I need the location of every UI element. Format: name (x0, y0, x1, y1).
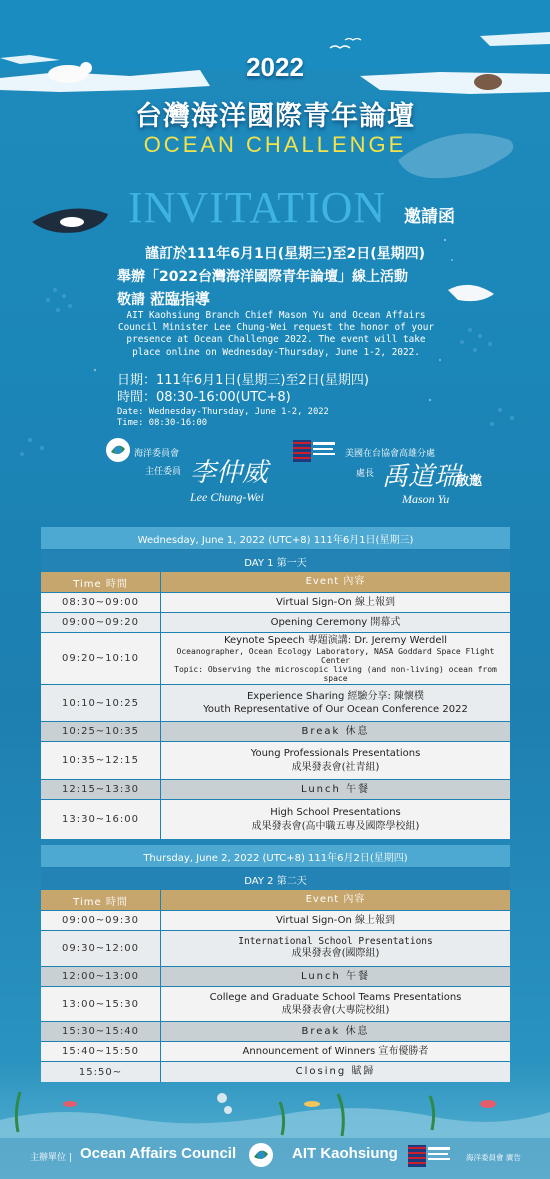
row-time: 13:30~16:00 (41, 800, 161, 839)
day1-day-bar: DAY 1 第一天 (41, 549, 510, 572)
day2-schedule-table (41, 845, 510, 1082)
row-event: High School Presentations (270, 807, 401, 818)
row-event: Virtual Sign-On 線上報到 (276, 596, 395, 608)
table-row (41, 987, 510, 1022)
row-time: 09:20~10:10 (41, 633, 161, 684)
row-event: Opening Ceremony 開幕式 (270, 616, 401, 628)
table-row (41, 967, 510, 987)
table-row (41, 613, 510, 633)
table-row (41, 593, 510, 613)
event-year: 2022 (246, 52, 304, 82)
row-event-detail: 成果發表會(高中職五專及國際學校組) (251, 820, 420, 832)
table-row (41, 742, 510, 780)
row-event-detail: Oceanographer, Ocean Ecology Laboratory, NASA Goddard Space Flight Center (176, 647, 495, 666)
row-event: Lunch 午餐 (300, 970, 371, 982)
ait-footer-logo-icon (408, 1145, 452, 1167)
day1-date-bar: Wednesday, June 1, 2022 (UTC+8) 111年6月1日(星期三) (41, 527, 510, 549)
col-time-header: Time 時間 (41, 890, 161, 910)
table-row (41, 1042, 510, 1062)
row-time: 09:30~12:00 (41, 931, 161, 966)
time-zh: 時間：08:30-16:00(UTC+8) (117, 390, 291, 405)
event-title-zh: 台灣海洋國際青年論壇 (135, 101, 415, 132)
day2-day-bar: DAY 2 第二天 (41, 867, 510, 890)
intro-line-2: 舉辦「2022台灣海洋國際青年論壇」線上活動 (117, 269, 408, 285)
table-row (41, 931, 510, 967)
day2-header-row (41, 890, 510, 911)
row-event-detail: 成果發表會(國際組) (291, 948, 380, 960)
intro-line-3 (117, 288, 210, 309)
col-event-header: Event 內容 (161, 572, 510, 592)
row-event: Lunch 午餐 (300, 783, 371, 795)
row-time: 13:00~15:30 (41, 987, 161, 1021)
right-signature-en: Mason Yu (402, 492, 450, 506)
row-event-detail: 成果發表會(社青組) (291, 761, 380, 773)
table-row (41, 800, 510, 839)
table-row (41, 1062, 510, 1082)
table-row (41, 722, 510, 742)
row-time: 10:10~10:25 (41, 685, 161, 721)
row-event: Announcement of Winners 宣布優勝者 (242, 1045, 429, 1057)
table-row (41, 911, 510, 931)
left-role: 主任委員 (145, 467, 182, 477)
intro-line-3-emphasis: 蒞臨指導 (149, 290, 210, 308)
row-time: 09:00~09:20 (41, 613, 161, 632)
day1-schedule-table (41, 527, 510, 839)
row-event: Experience Sharing 經驗分享: 陳懷樸 (246, 690, 425, 702)
left-signature-zh: 李仲威 (190, 458, 269, 488)
right-signature-zh: 禹道瑞 (382, 462, 461, 492)
row-event: Break 休息 (301, 725, 370, 737)
intro-english-paragraph: AIT Kaohsiung Branch Chief Mason Yu and Ocean Affairs Council Minister Lee Chung-Wei request the honor of your presence at Ocean Challenge 2022. The event will take place online on Wednesday-Thursday, June 1-2, 2022. (117, 310, 435, 358)
right-org: 美國在台協會高雄分處 (345, 449, 436, 459)
invite-text: 敬邀 (456, 474, 483, 489)
col-time-header: Time 時間 (41, 572, 161, 592)
ait-name: AIT Kaohsiung (292, 1145, 398, 1162)
table-row (41, 1022, 510, 1042)
oac-logo-icon (105, 437, 131, 463)
row-time: 15:50~ (41, 1062, 161, 1082)
col-event-header: Event 內容 (161, 890, 510, 910)
row-event-detail: 成果發表會(大專院校組) (281, 1005, 390, 1016)
intro-line-3-prefix: 敬請 (117, 292, 150, 308)
date-en: Date: Wednesday-Thursday, June 1-2, 2022 (117, 407, 329, 417)
invitation-heading-zh: 邀請函 (404, 207, 455, 227)
ait-logo-icon (293, 440, 337, 462)
row-event: Break 休息 (301, 1025, 370, 1037)
oac-footer-logo-icon (248, 1142, 274, 1168)
event-title-en: OCEAN CHALLENGE (143, 132, 407, 157)
row-event: Closing 賦歸 (295, 1066, 376, 1078)
row-event: Young Professionals Presentations (250, 748, 421, 759)
row-event: Virtual Sign-On 線上報到 (276, 914, 395, 926)
ad-label: 海洋委員會 廣告 (466, 1153, 521, 1162)
right-role: 處長 (356, 469, 375, 479)
row-time: 15:30~15:40 (41, 1022, 161, 1041)
row-event-detail: Youth Representative of Our Ocean Conference 2022 (203, 704, 468, 715)
day2-date-bar: Thursday, June 2, 2022 (UTC+8) 111年6月2日(星期四) (41, 845, 510, 867)
intro-line-1: 謹訂於111年6月1日(星期三)至2日(星期四) (145, 246, 426, 262)
row-event: Keynote Speech 專題演講: Dr. Jeremy Werdell (223, 634, 448, 646)
time-en: Time: 08:30-16:00 (117, 418, 208, 428)
oac-name: Ocean Affairs Council (80, 1145, 237, 1162)
row-time: 15:40~15:50 (41, 1042, 161, 1061)
row-event-detail: Topic: Observing the microscopic living (and non-living) ocean from space (174, 665, 497, 684)
left-org: 海洋委員會 (134, 449, 180, 459)
organizer-label: 主辦單位 | (30, 1153, 72, 1163)
day1-header-row (41, 572, 510, 593)
row-event: International School Presentations (238, 936, 433, 948)
table-row (41, 633, 510, 685)
row-time: 08:30~09:00 (41, 593, 161, 612)
date-zh: 日期：111年6月1日(星期三)至2日(星期四) (117, 373, 369, 388)
row-time: 10:25~10:35 (41, 722, 161, 741)
table-row (41, 780, 510, 800)
left-signature-en: Lee Chung-Wei (190, 490, 264, 504)
row-time: 12:00~13:00 (41, 967, 161, 986)
row-time: 12:15~13:30 (41, 780, 161, 799)
invitation-heading: INVITATION (128, 183, 387, 232)
table-row (41, 685, 510, 722)
row-event: College and Graduate School Teams Presentations (209, 991, 462, 1003)
row-time: 09:00~09:30 (41, 911, 161, 930)
row-time: 10:35~12:15 (41, 742, 161, 779)
